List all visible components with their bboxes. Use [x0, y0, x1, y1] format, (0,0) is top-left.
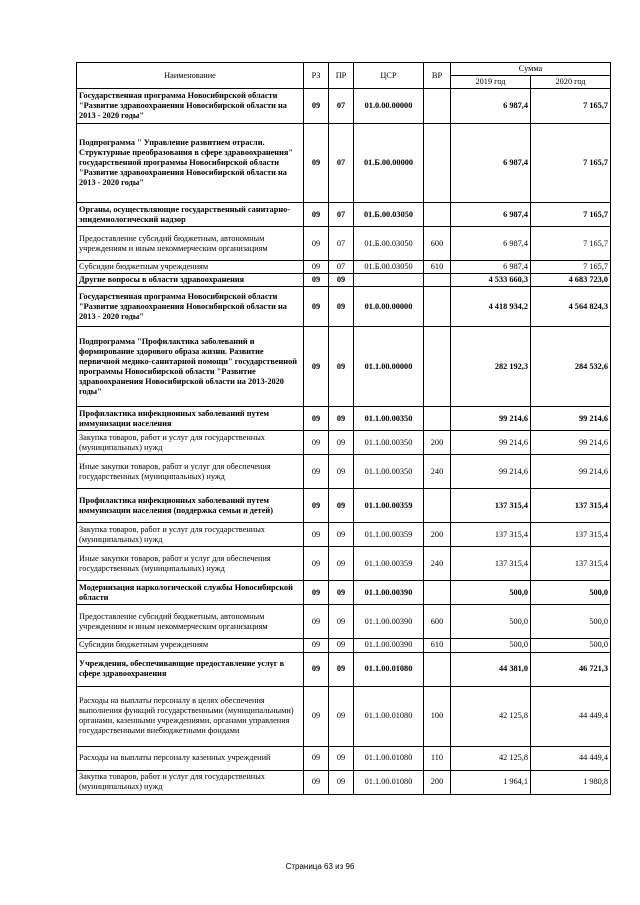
cell-csr: 01.1.00.00390: [354, 639, 424, 652]
cell-sum-2019: 42 125,8: [451, 686, 531, 746]
cell-rz: 09: [304, 581, 329, 605]
cell-rz: 09: [304, 124, 329, 203]
cell-rz: 09: [304, 227, 329, 261]
cell-rz: 09: [304, 746, 329, 770]
cell-csr: 01.1.00.01080: [354, 770, 424, 794]
table-row: [77, 547, 611, 581]
cell-csr: 01.1.00.01080: [354, 686, 424, 746]
cell-sum-2020: 137 315,4: [531, 523, 611, 547]
cell-rz: 09: [304, 523, 329, 547]
cell-sum-2019: 6 987,4: [451, 89, 531, 124]
header-year-2020: 2020 год: [531, 76, 611, 89]
cell-sum-2019: 4 418 934,2: [451, 287, 531, 327]
cell-vr: [424, 327, 451, 407]
cell-pr: 09: [329, 547, 354, 581]
cell-sum-2020: 7 165,7: [531, 203, 611, 227]
cell-pr: 09: [329, 746, 354, 770]
cell-rz: 09: [304, 652, 329, 686]
cell-sum-2020: 99 214,6: [531, 407, 611, 431]
header-rz: РЗ: [304, 63, 329, 89]
page-number: Страница 63 из 96: [285, 862, 355, 871]
cell-sum-2019: 6 987,4: [451, 203, 531, 227]
cell-pr: 07: [329, 227, 354, 261]
cell-sum-2020: 44 449,4: [531, 746, 611, 770]
cell-vr: 100: [424, 686, 451, 746]
cell-csr: 01.1.00.00359: [354, 489, 424, 523]
cell-name: Расходы на выплаты персоналу казенных учреждений: [77, 746, 304, 770]
cell-pr: 07: [329, 203, 354, 227]
cell-name: Закупка товаров, работ и услуг для государственных (муниципальных) нужд: [77, 770, 304, 794]
cell-vr: [424, 203, 451, 227]
cell-sum-2019: 99 214,6: [451, 431, 531, 455]
table-row: [77, 261, 611, 274]
cell-csr: 01.1.00.00000: [354, 327, 424, 407]
table-row: [77, 639, 611, 652]
cell-rz: 09: [304, 287, 329, 327]
cell-vr: [424, 581, 451, 605]
table-row: [77, 489, 611, 523]
cell-sum-2019: 137 315,4: [451, 547, 531, 581]
cell-vr: 200: [424, 523, 451, 547]
cell-rz: 09: [304, 547, 329, 581]
cell-csr: 01.1.00.00390: [354, 605, 424, 639]
cell-rz: 09: [304, 274, 329, 287]
cell-sum-2020: 99 214,6: [531, 431, 611, 455]
cell-pr: 09: [329, 652, 354, 686]
cell-rz: 09: [304, 686, 329, 746]
cell-sum-2020: 99 214,6: [531, 455, 611, 489]
cell-sum-2020: 7 165,7: [531, 227, 611, 261]
cell-pr: 09: [329, 274, 354, 287]
cell-sum-2020: 7 165,7: [531, 261, 611, 274]
cell-sum-2019: 137 315,4: [451, 523, 531, 547]
cell-sum-2019: 4 533 660,3: [451, 274, 531, 287]
cell-sum-2019: 6 987,4: [451, 261, 531, 274]
cell-sum-2020: 500,0: [531, 605, 611, 639]
table-row: [77, 523, 611, 547]
table-row: [77, 455, 611, 489]
header-name: Наименование: [77, 63, 304, 89]
cell-name: Иные закупки товаров, работ и услуг для обеспечения государственных (муниципальных) нужд: [77, 455, 304, 489]
cell-sum-2019: 1 964,1: [451, 770, 531, 794]
cell-pr: 09: [329, 770, 354, 794]
cell-name: Профилактика инфекционных заболеваний путем иммунизации населения: [77, 407, 304, 431]
cell-rz: 09: [304, 639, 329, 652]
table-row: [77, 605, 611, 639]
cell-csr: 01.1.00.00350: [354, 431, 424, 455]
cell-name: Модернизация наркологической службы Новосибирской области: [77, 581, 304, 605]
cell-name: Подпрограмма "Профилактика заболеваний и формирование здорового образа жизни. Развитие первичной медико-санитарной помощи" государственной программы Новосибирской области "Развитие здравоохранения Новосибирской области на 2013-2020 годы": [77, 327, 304, 407]
table-row: [77, 327, 611, 407]
table-row: [77, 274, 611, 287]
cell-name: Расходы на выплаты персоналу в целях обеспечения выполнения функций государственными (муниципальными) органами, казенными учреждениями, органами управления государственными внебюджетными фондами: [77, 686, 304, 746]
cell-sum-2019: 44 381,0: [451, 652, 531, 686]
cell-name: Субсидии бюджетным учреждениям: [77, 261, 304, 274]
cell-csr: 01.1.00.00359: [354, 547, 424, 581]
table-row: [77, 124, 611, 203]
table-row: [77, 581, 611, 605]
cell-name: Другие вопросы в области здравоохранения: [77, 274, 304, 287]
cell-sum-2020: 1 980,8: [531, 770, 611, 794]
cell-rz: 09: [304, 605, 329, 639]
table-row: [77, 652, 611, 686]
cell-pr: 09: [329, 686, 354, 746]
table-row: [77, 89, 611, 124]
cell-sum-2020: 7 165,7: [531, 124, 611, 203]
cell-csr: 01.1.00.00359: [354, 523, 424, 547]
cell-name: Государственная программа Новосибирской области "Развитие здравоохранения Новосибирской области на 2013 - 2020 годы": [77, 89, 304, 124]
cell-vr: 110: [424, 746, 451, 770]
cell-rz: 09: [304, 327, 329, 407]
cell-pr: 07: [329, 124, 354, 203]
cell-pr: 09: [329, 523, 354, 547]
cell-sum-2019: 6 987,4: [451, 124, 531, 203]
cell-pr: 09: [329, 489, 354, 523]
cell-rz: 09: [304, 261, 329, 274]
cell-csr: 01.1.00.00350: [354, 455, 424, 489]
cell-sum-2019: 99 214,6: [451, 407, 531, 431]
cell-pr: 07: [329, 261, 354, 274]
cell-pr: 09: [329, 407, 354, 431]
cell-rz: 09: [304, 770, 329, 794]
cell-vr: [424, 407, 451, 431]
cell-csr: 01.1.00.01080: [354, 652, 424, 686]
header-sum: Сумма: [451, 63, 611, 76]
cell-vr: 200: [424, 770, 451, 794]
cell-sum-2020: 500,0: [531, 581, 611, 605]
cell-pr: 09: [329, 639, 354, 652]
cell-sum-2020: 44 449,4: [531, 686, 611, 746]
cell-vr: [424, 652, 451, 686]
cell-rz: 09: [304, 455, 329, 489]
cell-csr: 01.0.00.00000: [354, 89, 424, 124]
table-row: [77, 287, 611, 327]
cell-pr: 09: [329, 327, 354, 407]
cell-name: Предоставление субсидий бюджетным, автономным учреждениям и иным некоммерческим организациям: [77, 227, 304, 261]
table-row: [77, 746, 611, 770]
cell-sum-2020: 4 683 723,0: [531, 274, 611, 287]
cell-csr: 01.1.00.00390: [354, 581, 424, 605]
cell-name: Закупка товаров, работ и услуг для государственных (муниципальных) нужд: [77, 431, 304, 455]
cell-name: Учреждения, обеспечивающие предоставление услуг в сфере здравоохранения: [77, 652, 304, 686]
cell-pr: 09: [329, 431, 354, 455]
cell-vr: [424, 274, 451, 287]
cell-csr: 01.0.00.00000: [354, 287, 424, 327]
cell-vr: [424, 124, 451, 203]
cell-csr: [354, 274, 424, 287]
cell-sum-2020: 137 315,4: [531, 547, 611, 581]
cell-csr: 01.Б.00.00000: [354, 124, 424, 203]
cell-rz: 09: [304, 203, 329, 227]
cell-csr: 01.Б.00.03050: [354, 261, 424, 274]
table-row: [77, 770, 611, 794]
cell-vr: 600: [424, 227, 451, 261]
cell-vr: [424, 489, 451, 523]
cell-vr: 610: [424, 639, 451, 652]
cell-sum-2019: 500,0: [451, 581, 531, 605]
cell-name: Государственная программа Новосибирской области "Развитие здравоохранения Новосибирской области на 2013 - 2020 годы": [77, 287, 304, 327]
header-row-1: [77, 63, 611, 76]
cell-vr: 240: [424, 547, 451, 581]
cell-pr: 09: [329, 287, 354, 327]
table-row: [77, 227, 611, 261]
cell-name: Субсидии бюджетным учреждениям: [77, 639, 304, 652]
cell-sum-2020: 46 721,3: [531, 652, 611, 686]
cell-vr: [424, 89, 451, 124]
table-row: [77, 203, 611, 227]
cell-csr: 01.Б.00.03050: [354, 227, 424, 261]
cell-rz: 09: [304, 431, 329, 455]
cell-vr: 610: [424, 261, 451, 274]
cell-rz: 09: [304, 489, 329, 523]
budget-table-container: [76, 62, 610, 795]
cell-sum-2020: 7 165,7: [531, 89, 611, 124]
table-row: [77, 431, 611, 455]
table-row: [77, 686, 611, 746]
cell-csr: 01.1.00.00350: [354, 407, 424, 431]
header-pr: ПР: [329, 63, 354, 89]
cell-sum-2019: 6 987,4: [451, 227, 531, 261]
cell-rz: 09: [304, 407, 329, 431]
cell-vr: 240: [424, 455, 451, 489]
cell-name: Подпрограмма " Управление развитием отрасли. Структурные преобразования в сфере здравоохранения" государственной программы Новосибирской области "Развитие здравоохранения Новосибирской области на 2013 - 2020 годы": [77, 124, 304, 203]
header-csr: ЦСР: [354, 63, 424, 89]
cell-pr: 09: [329, 605, 354, 639]
cell-sum-2020: 4 564 824,3: [531, 287, 611, 327]
cell-pr: 09: [329, 455, 354, 489]
cell-sum-2020: 137 315,4: [531, 489, 611, 523]
cell-csr: 01.Б.00.03050: [354, 203, 424, 227]
cell-name: Органы, осуществляющие государственный санитарно-эпидемиологический надзор: [77, 203, 304, 227]
cell-sum-2019: 500,0: [451, 639, 531, 652]
cell-name: Иные закупки товаров, работ и услуг для обеспечения государственных (муниципальных) нужд: [77, 547, 304, 581]
header-vr: ВР: [424, 63, 451, 89]
cell-vr: [424, 287, 451, 327]
cell-csr: 01.1.00.01080: [354, 746, 424, 770]
cell-sum-2019: 500,0: [451, 605, 531, 639]
header-year-2019: 2019 год: [451, 76, 531, 89]
budget-table: [76, 62, 611, 795]
cell-vr: 200: [424, 431, 451, 455]
cell-sum-2019: 282 192,3: [451, 327, 531, 407]
cell-sum-2020: 284 532,6: [531, 327, 611, 407]
cell-sum-2019: 99 214,6: [451, 455, 531, 489]
cell-sum-2019: 42 125,8: [451, 746, 531, 770]
cell-pr: 07: [329, 89, 354, 124]
cell-rz: 09: [304, 89, 329, 124]
cell-pr: 09: [329, 581, 354, 605]
cell-vr: 600: [424, 605, 451, 639]
cell-name: Закупка товаров, работ и услуг для государственных (муниципальных) нужд: [77, 523, 304, 547]
cell-name: Предоставление субсидий бюджетным, автономным учреждениям и иным некоммерческим организациям: [77, 605, 304, 639]
table-row: [77, 407, 611, 431]
cell-sum-2019: 137 315,4: [451, 489, 531, 523]
cell-name: Профилактика инфекционных заболеваний путем иммунизации населения (поддержка семьи и детей): [77, 489, 304, 523]
cell-sum-2020: 500,0: [531, 639, 611, 652]
